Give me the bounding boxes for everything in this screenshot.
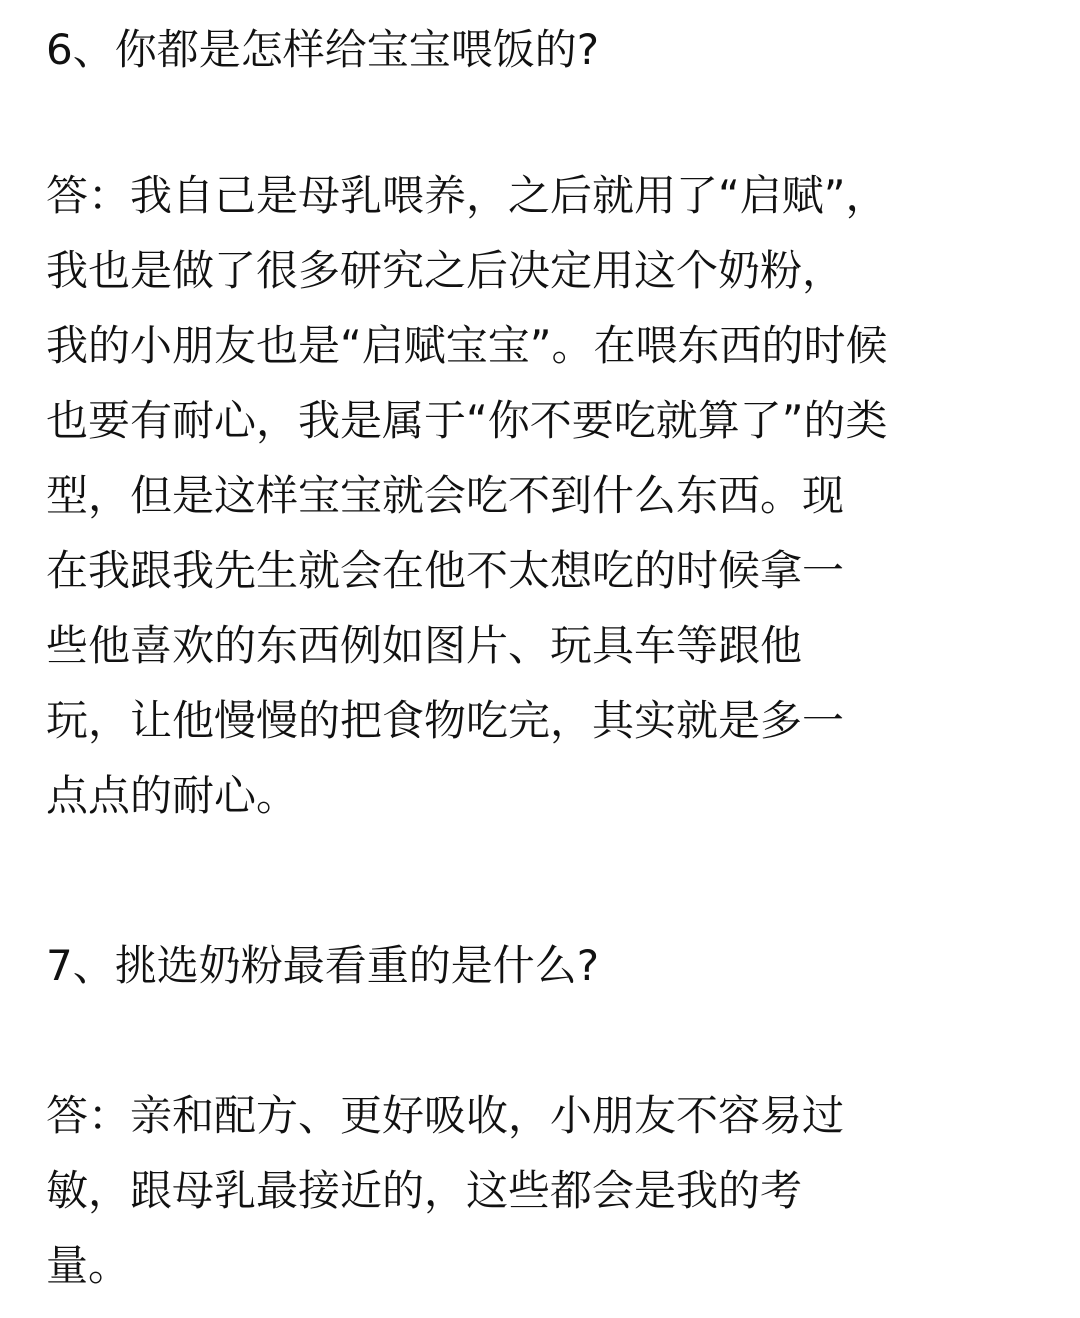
answer-7-line-3: 量。 bbox=[46, 1241, 131, 1290]
answer-6-line-5: 型，但是这样宝宝就会吃不到什么东西。现 bbox=[46, 471, 845, 520]
answer-6-line-8: 玩，让他慢慢的把食物吃完，其实就是多一 bbox=[46, 696, 845, 745]
question-6 bbox=[46, 12, 1046, 87]
answer-6-line-6: 在我跟我先生就会在他不太想吃的时候拿一 bbox=[46, 546, 845, 595]
answer-7 bbox=[46, 1078, 1046, 1303]
answer-6-line-7: 些他喜欢的东西例如图片、玩具车等跟他 bbox=[46, 621, 803, 670]
answer-6-line-3: 我的小朋友也是“启赋宝宝”。在喂东西的时候 bbox=[46, 321, 888, 370]
answer-6-line-2: 我也是做了很多研究之后决定用这个奶粉， bbox=[46, 246, 845, 295]
answer-6-line-9: 点点的耐心。 bbox=[46, 771, 299, 820]
answer-7-line-1: 答：亲和配方、更好吸收，小朋友不容易过 bbox=[46, 1091, 845, 1140]
question-6-text: 6、你都是怎样给宝宝喂饭的? bbox=[46, 25, 600, 74]
answer-6-line-1: 答：我自己是母乳喂养，之后就用了“启赋”， bbox=[46, 171, 888, 220]
question-7-text: 7、挑选奶粉最看重的是什么? bbox=[46, 941, 600, 990]
answer-7-line-2: 敏，跟母乳最接近的，这些都会是我的考 bbox=[46, 1166, 803, 1215]
answer-6-line-4: 也要有耐心，我是属于“你不要吃就算了”的类 bbox=[46, 396, 888, 445]
question-7 bbox=[46, 928, 1046, 1003]
answer-6 bbox=[46, 158, 1046, 833]
